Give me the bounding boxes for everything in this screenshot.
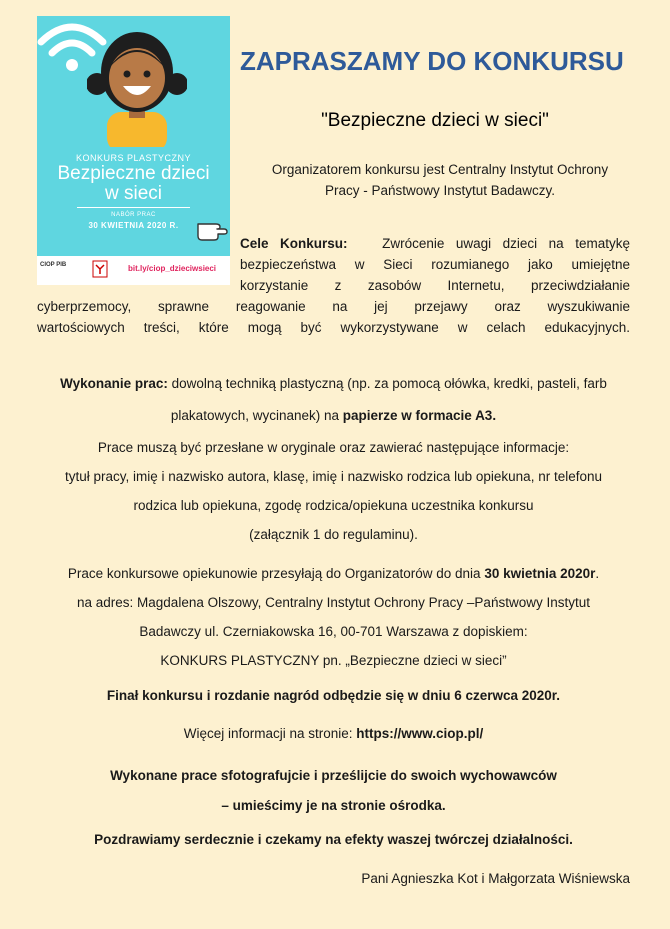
sending-section: Prace konkursowe opiekunowie przesyłają do Organizatorów do dnia 30 kwietnia 2020r. na adres: Magdalena Olszowy, Centralny Instytut Ochrony Pracy –Państwowy Instytut Badawczy ul. Czerniakowska 16, 00-701 Warszawa z dopiskiem: KONKURS PLASTYCZNY pn. „Bezpieczne dzieci w sieci” — [67, 566, 600, 668]
contest-subtitle: "Bezpieczne dzieci w sieci" — [321, 110, 549, 131]
goals-section: Cele Konkursu: Zwrócenie uwagi dzieci na tematykę bezpieczeństwa w Sieci rozumianego jako umiejętne korzystanie z zasobów Internetu, przeciwdziałanie — [240, 236, 630, 293]
ciop-logo: CIOP PIB — [40, 262, 67, 268]
eagle-emblem-icon — [90, 259, 110, 279]
organizer-info: Organizatorem konkursu jest Centralny Instytut Ochrony Pracy - Państwowy Instytut Badawczy. — [271, 162, 609, 198]
poster-footer — [37, 256, 230, 285]
child-illustration — [87, 22, 187, 147]
signature: Pani Agnieszka Kot i Małgorzata Wiśniewska — [361, 871, 630, 886]
poster-title: Bezpieczne dzieci w sieci — [57, 163, 210, 204]
pointing-hand-icon — [196, 216, 228, 242]
poster-link: bit.ly/ciop_dzieciwsieci — [128, 264, 217, 273]
page-title: ZAPRASZAMY DO KONKURSU — [240, 46, 624, 76]
finale-info: Finał konkursu i rozdanie nagród odbędzie się w dniu 6 czerwca 2020r. — [106, 688, 561, 703]
photo-instructions: Wykonane prace sfotografujcie i prześlijcie do swoich wychowawców – umieścimy je na stronie ośrodka. — [110, 768, 557, 813]
requirements-section: Prace muszą być przesłane w oryginale oraz zawierać następujące informacje: tytuł pracy, imię i nazwisko autora, klasę, imię i nazwisko rodzica lub opiekuna, nr telefonu rodzica lub opiekuna, zgodę rodzica/opiekuna uczestnika konkursu (załącznik 1 do regulaminu). — [64, 440, 602, 542]
poster-nabor: NABÓR PRAC — [111, 212, 156, 218]
greeting: Pozdrawiamy serdecznie i czekamy na efekty waszej twórczej działalności. — [94, 832, 573, 847]
poster-kicker: KONKURS PLASTYCZNY — [75, 153, 192, 163]
poster-divider — [77, 207, 190, 208]
poster-date: 30 KWIETNIA 2020 R. — [88, 221, 179, 230]
execution-section: Wykonanie prac: dowolną techniką plastyczną (np. za pomocą ołówka, kredki, pasteli, farb plakatowych, wycinanek) na papierze w formacie A3. — [60, 376, 607, 423]
goals-label: Cele Konkursu: — [240, 236, 348, 251]
goals-continued: cyberprzemocy, sprawne reagowanie na jej przejawy oraz wyszukiwanie wartościowych treści, które mogą być wykorzystywane w celach edukacyjnych. — [37, 299, 630, 335]
contest-poster — [37, 16, 230, 285]
more-info: Więcej informacji na stronie: https://www.ciop.pl/ — [183, 726, 484, 741]
ciop-website-link[interactable]: https://www.ciop.pl/ — [356, 726, 484, 741]
